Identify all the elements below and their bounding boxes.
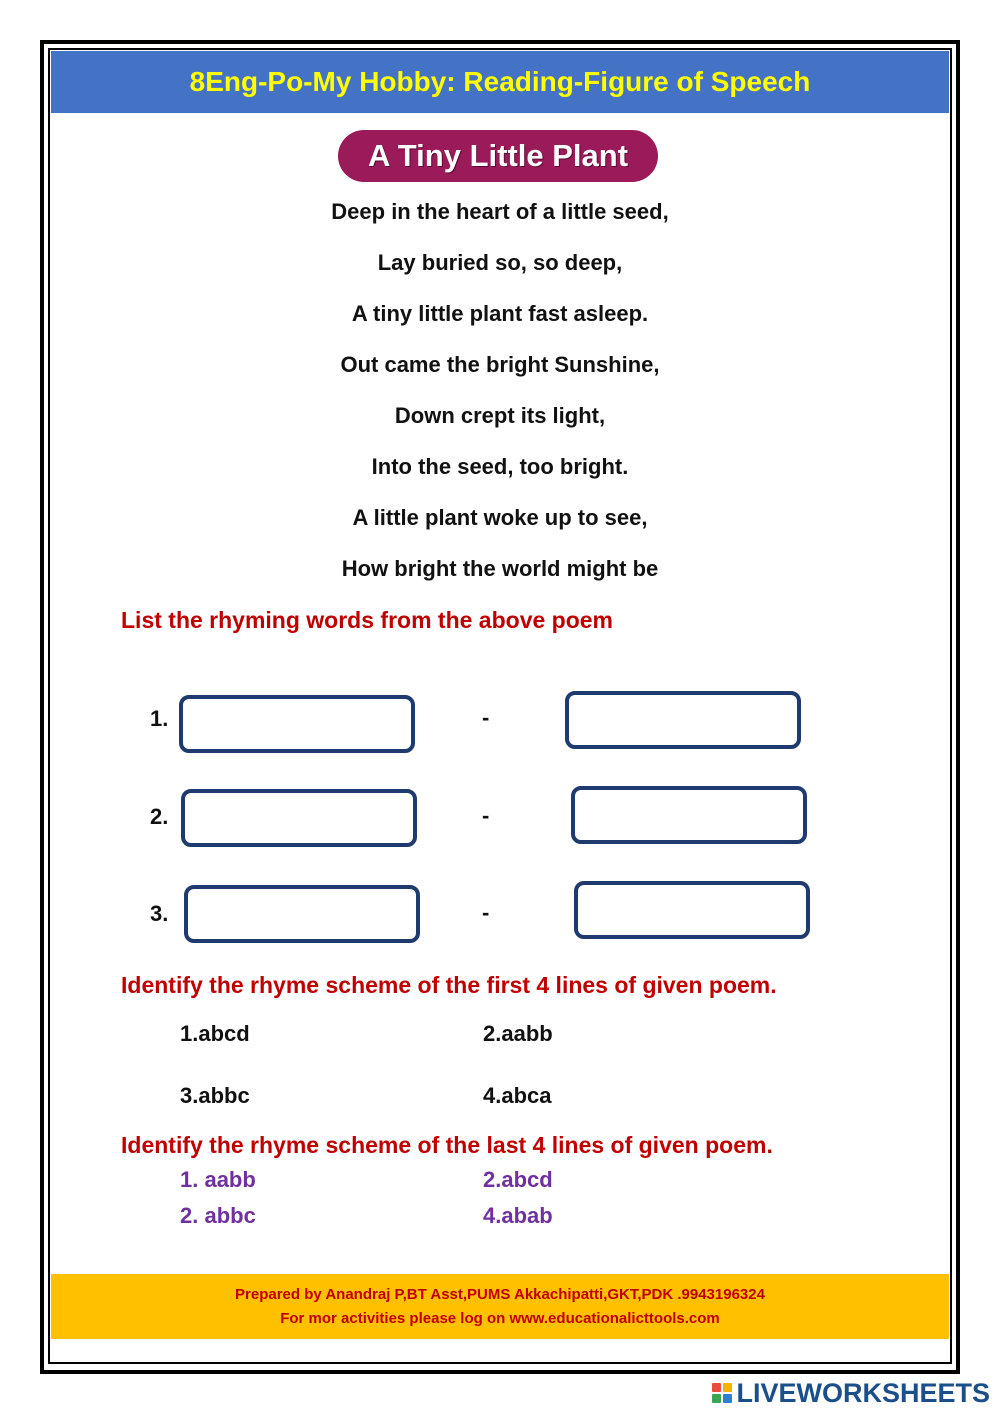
row-separator: - — [482, 705, 490, 730]
answer-box-2b[interactable] — [571, 786, 807, 844]
question-rhyme-scheme-first: Identify the rhyme scheme of the first 4 lines of given poem. — [121, 972, 777, 998]
option-q2-2[interactable]: 2.aabb — [483, 1021, 553, 1046]
poem-line-2: Lay buried so, so deep, — [377, 250, 623, 275]
option-q3-2[interactable]: 2.abcd — [483, 1167, 553, 1192]
row-number: 3. — [150, 901, 169, 926]
poem-line-4: Out came the bright Sunshine, — [340, 352, 660, 377]
question-rhyme-scheme-last: Identify the rhyme scheme of the last 4 lines of given poem. — [121, 1132, 773, 1158]
liveworksheets-wordmark: LIVEWORKSHEETS — [736, 1377, 990, 1408]
row-number: 1. — [150, 706, 169, 731]
answer-box-1a[interactable] — [179, 695, 415, 753]
poem-line-3: A tiny little plant fast asleep. — [351, 301, 649, 326]
option-q2-3[interactable]: 3.abbc — [180, 1083, 250, 1108]
liveworksheets-logo[interactable] — [712, 1378, 990, 1408]
row-separator: - — [482, 900, 490, 925]
row-separator: - — [482, 803, 490, 828]
option-q2-4[interactable]: 4.abca — [483, 1083, 552, 1108]
answer-box-2a[interactable] — [181, 789, 417, 847]
footer-credit: Prepared by Anandraj P,BT Asst,PUMS Akkachipatti,GKT,PDK .9943196324 — [235, 1285, 765, 1303]
poem-line-7: A little plant woke up to see, — [352, 505, 648, 530]
poem-line-6: Into the seed, too bright. — [371, 454, 629, 479]
poem-line-1: Deep in the heart of a little seed, — [331, 199, 669, 224]
worksheet-header — [51, 51, 949, 113]
poem-line-5: Down crept its light, — [394, 403, 606, 428]
poem-line-8: How bright the world might be — [341, 556, 659, 581]
poem-title-badge — [338, 130, 658, 182]
poem-title: A Tiny Little Plant — [367, 138, 629, 173]
question-rhyming-words: List the rhyming words from the above poem — [121, 607, 614, 633]
answer-box-1b[interactable] — [565, 691, 801, 749]
option-q3-4[interactable]: 4.abab — [483, 1203, 553, 1228]
option-q3-3[interactable]: 2. abbc — [180, 1203, 256, 1228]
liveworksheets-icon — [712, 1383, 732, 1403]
option-q3-1[interactable]: 1. aabb — [180, 1167, 256, 1192]
worksheet-title: 8Eng-Po-My Hobby: Reading-Figure of Speech — [189, 66, 811, 97]
footer-banner — [51, 1274, 949, 1339]
answer-box-3b[interactable] — [574, 881, 810, 939]
row-number: 2. — [150, 804, 169, 829]
answer-box-3a[interactable] — [184, 885, 420, 943]
option-q2-1[interactable]: 1.abcd — [180, 1021, 250, 1046]
footer-website: For mor activities please log on www.educationalicttools.com — [280, 1309, 720, 1327]
